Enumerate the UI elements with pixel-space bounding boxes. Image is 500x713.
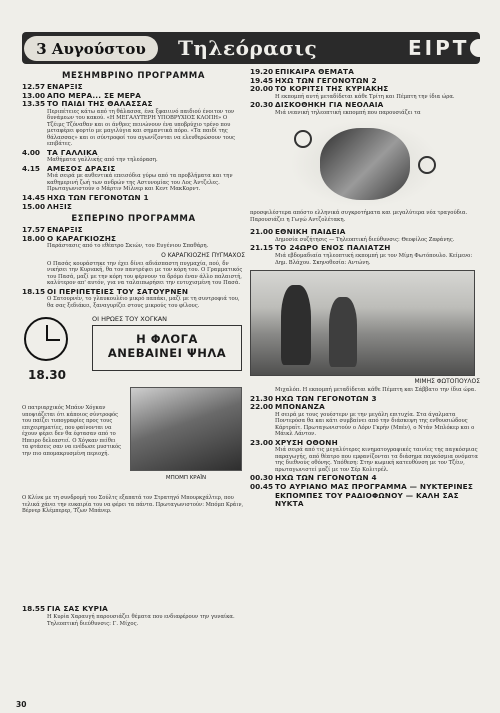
program-time: 19.45 — [250, 75, 274, 85]
program-title: ΑΠΟ ΜΕΡΑ... ΣΕ ΜΕΡΑ — [47, 90, 142, 100]
program-time: 13.35 — [22, 99, 46, 109]
program-desc: Ο Σατουρνέν, το γλαυκουλέιο μικρό παπάκι, μαζί με τη συντροφιά του, θα σας ξεδιάκει, ξαναγυρίζει στους μικρούς του φίλους. — [47, 296, 240, 309]
feature-story — [22, 383, 245, 603]
program-title: Ο ΚΑΡΑΓΚΙΟΖΗΣ — [47, 233, 117, 243]
program-entry — [22, 203, 245, 212]
program-title: ΧΡΥΣΗ ΟΘΟΝΗ — [275, 437, 338, 447]
program-entry — [250, 403, 480, 412]
midday-heading: ΜΕΣΗΜΒΡΙΝΟ ΠΡΟΓΡΑΜΜΑ — [61, 71, 206, 81]
program-title: ΓΙΑ ΣΑΣ ΚΥΡΙΑ — [47, 604, 108, 614]
actor-photo — [130, 387, 242, 471]
program-desc: Μιά σειρά με αυθεντικά επεισόδια γύρω από τα προβλήματα και την καθημερινή ζωή των ανδρών της Αστυνομίας του Λος Άντζελες. Πρωταγωνιστούν ο Μάρτιν Μίλνερ και Κεντ ΜακΚορντ. — [47, 173, 233, 193]
program-time: 18.55 — [22, 604, 46, 614]
program-time: 21.15 — [250, 243, 274, 253]
midday-list — [22, 83, 245, 211]
figure-silhouette — [281, 285, 311, 365]
page-number: 30 — [16, 700, 27, 709]
program-desc: Η εκπομπή αυτή μεταδίδεται κάθε Τρίτη και Πέμπτη την ίδια ώρα. — [275, 93, 455, 100]
program-title: ΕΘΝΙΚΗ ΠΑΙΔΕΙΑ — [275, 227, 346, 237]
program-time: 21.00 — [250, 227, 274, 237]
right-column — [250, 68, 480, 509]
program-time: 13.00 — [22, 90, 46, 100]
program-title: ΟΙ ΠΕΡΙΠΕΤΕΙΕΣ ΤΟΥ ΣΑΤΟΥΡΝΕΝ — [47, 286, 189, 296]
program-title: ΗΧΩ ΤΩΝ ΓΕΓΟΝΟΤΩΝ 3 — [275, 393, 377, 403]
program-time: 4.15 — [22, 163, 41, 173]
evening-heading: ΕΣΠΕΡΙΝΟ ΠΡΟΓΡΑΜΜΑ — [71, 214, 196, 225]
episode-title-line1: Η ΦΛΟΓΑ — [136, 332, 198, 347]
eirt-logo — [408, 36, 488, 60]
program-time: 00.45 — [250, 481, 274, 491]
tv-still-photo — [250, 270, 475, 376]
tv-photo-caption: ΜΙΜΗΣ ΦΩΤΟΠΟΥΛΟΣ — [414, 378, 480, 386]
program-time: 18.15 — [22, 286, 46, 296]
program-desc: Παράστασις από το εθέατρο Σκιών, του Ευγένιου Σπαθάρη. — [47, 243, 209, 250]
program-entry — [250, 228, 480, 237]
program-title: ΑΜΕΣΟΣ ΔΡΑΣΙΣ — [47, 163, 116, 173]
feature-banner — [22, 313, 245, 383]
left-column — [22, 68, 245, 628]
program-desc: Μαθήματα γαλλικής από την τηλεόραση. — [47, 157, 158, 164]
program-title: ΤΟ 24ΩΡΟ ΕΝΟΣ ΠΑΛΙΑΤΖΗ — [275, 243, 391, 253]
program-title: ΕΠΙΚΑΙΡΑ ΘΕΜΑΤΑ — [275, 67, 355, 76]
program-entry — [250, 483, 480, 509]
guitar-illustration — [290, 120, 440, 208]
episode-title-box — [92, 325, 242, 371]
logo-text: ΕΙΡΤ — [408, 36, 470, 60]
program-time: 17.57 — [22, 225, 46, 235]
date-label: 3 Αυγούστου — [24, 36, 158, 61]
series-label: ΟΙ ΗΡΩΕΣ ΤΟΥ ΧΟΓΚΑΝ — [92, 315, 168, 324]
figure-silhouette — [329, 297, 357, 367]
section-title: Τηλεόρασις — [178, 36, 318, 60]
photo-caption: ΜΠΟΜΠ ΚΡΑΪΝ — [165, 475, 207, 482]
guitar-player-icon — [320, 128, 410, 200]
program-title: ΕΝΑΡΞΙΣ — [47, 225, 83, 235]
program-entry — [22, 605, 245, 614]
program-desc: Η σειρά με τους γουέστερν με την μεγάλη επιτυχία. Στα άγαλματα Ποντερόσα θα και κάτι συμβαίνει από την διάσκεψη της ενθουσιώδους Κάρτραϊτ. Πρωταγωνιστούν ο Λόρν Γκρήν (Μπέν), ο Ντάν Μπλόκερ και ο Μάικλ Λάντον. — [275, 411, 475, 438]
program-desc: Μιά εβδομαδιαία τηλεοπτική εκπομπή με τον Μίμη Φωτόπουλο. Κείμενο: Δημ. Βλάχου. Σκηνοθεσία: Αντώνη. — [275, 253, 473, 266]
program-desc: Περιπέτειες κάτω από τη θάλασσα, ένα ξφαιιινό παιδιού ένοιτον τον δυνάμεων του κακού. «Η ΜΕΓΑΛΥΤΕΡΗ ΥΠΟΒΡΥΧΙΟΣ ΚΛΟΠΗ» Ο Τζέιμς Τζόναθαν και οι άνθρες πεινώνουν ένα υποβρύχιο τρένο που μεταφέρει φορτίο με μαγιλύγια και σημαντικά πόρο. «Τα παιδί της θάλασσας» και οι σύντροφοί του αγωνίζονται να ελευθερώσουν τους επιβάτες. — [47, 108, 236, 148]
star-icon — [294, 130, 312, 148]
program-desc: Μιά νεανική τηλεοπτική εκπομπή που παρουσιάζει τα — [275, 109, 421, 116]
story-text: Ο πατριαρχικός Μπάυν Χόγκαν υποψιάζεται ότι κάποιος σύντροφός του παίζει τυπογραφίες προς τους επιχειρηματίες, που φαίνονται να έχουν φέρει δεν θα έφτασαν από το Ηπειρο δελεαστεί. Ο Χόγκαν πείθει τα φτάσεις σαν να ενέδωσε μυστικός την πιο απομακρυσμένη περιοχή. — [22, 405, 121, 457]
karagiozis-subheading: Ο ΚΑΡΑΓΚΙΟΖΗΣ ΠΥΓΜΑΧΟΣ — [161, 251, 245, 259]
tv-photo-desc: Μιχαλόπ. Η εκπομπή μεταδίδεται κάθε Πέμπτη και Σάββατο την ίδια ώρα. — [275, 387, 477, 394]
program-time: 4.00 — [22, 147, 41, 157]
program-time: 12.57 — [22, 82, 46, 91]
episode-title-line2: ΑΝΕΒΑΙΝΕΙ ΨΗΛΑ — [107, 346, 227, 361]
program-time: 14.45 — [22, 192, 46, 202]
program-entry — [250, 244, 480, 253]
program-desc: Η Κυρία Χαραυγή παρουσιάζει θέματα που ενδιαφέρουν την γυναίκα. Τηλεοπτική διεύθυνσις: Γ. Μίχος. — [47, 614, 235, 627]
program-time: 18.00 — [22, 233, 46, 243]
program-time: 00.30 — [250, 473, 274, 483]
program-time: 19.20 — [250, 67, 274, 76]
program-title: ΛΗΞΙΣ — [47, 201, 73, 211]
program-title: ΤΟ ΠΑΙΔΙ ΤΗΣ ΘΑΛΑΣΣΑΣ — [47, 99, 153, 109]
illustration-desc: προσφιλέστερα απόστο ελληνικά συγκροτήματα και μεγαλύτερα νέα τραγούδια. Παρουσιάζει η Γωγώ Αντζολέτακη. — [250, 210, 468, 223]
program-entry — [250, 101, 480, 110]
program-title: ΗΧΩ ΤΩΝ ΓΕΓΟΝΟΤΩΝ 4 — [275, 473, 377, 483]
story-continuation: Ο Κλίνκ με τη συνδρομή του Σούλτς εξαπατά τον Στρατηγό Μπουρκχάλτερ, που τελικά χάνει την ευκαιρία του να φέρει τα πάντα. Πρωταγωνιστούν: Μπόμπ Κράιν, Βέρνερ Κλέμπερερ, Τζων Μπάνερ. — [22, 495, 244, 515]
program-time: 22.00 — [250, 402, 274, 412]
program-title: ΕΝΑΡΞΙΣ — [47, 82, 83, 91]
program-title: ΜΠΟΝΑΝΖΑ — [275, 402, 325, 412]
program-desc: Μιά σειρά από τις μεγαλύτερες κινηματογραφικές ταινίες της παγκόσμιας παραγωγής, από θέατρο που εμφανίζονται τα διάσημα παγκόσμια ονόματα της διεθνούς οθόνης. Υπόθεση: Στην κωμική κατευθύνση με τον Τζέιν, πρωταγωνιστεί μαζί με τον Σέρ Κολιτρέλ. — [275, 447, 478, 473]
karagiozis-desc: Ο Πασάς κουράστηκε την έχει δίνει αδιάσπαστη πυγμαχία, πού, δν νικήσει την Κυριακή, θα τον παντρέψει με τον κόρη του. Ο Γραμματικός του Πασά, μαζί με την κόρη του φέρνουν τα δρόμο έναν άλλο παλαιστή, καλύτερον απ' αυτόν, για να ταλαιπωρήσει την ευτυχισμένη του Πασά. — [47, 260, 243, 287]
program-title: ΔΙΣΚΟΘΗΚΗ ΓΙΑ ΝΕΟΛΑΙΑ — [275, 100, 384, 110]
feature-time: 18.30 — [28, 368, 66, 383]
program-title: ΗΧΩ ΤΩΝ ΓΕΓΟΝΟΤΩΝ 2 — [275, 75, 377, 85]
program-time: 20.30 — [250, 100, 274, 110]
program-time: 15.00 — [22, 201, 46, 211]
program-time: 21.30 — [250, 393, 274, 403]
program-time: 23.00 — [250, 437, 274, 447]
clock-icon — [24, 317, 68, 361]
program-title: ΗΧΩ ΤΩΝ ΓΕΓΟΝΟΤΩΝ 1 — [47, 192, 149, 202]
program-desc: Δημοσία συζήτησις — Τηλεοπτική διεύθυνσις: Θεοφίλος Ζαφάνης. — [275, 236, 455, 243]
program-title: ΤΟ ΚΟΡΙΤΣΙ ΤΗΣ ΚΥΡΙΑΚΗΣ — [275, 84, 389, 94]
program-entry — [22, 100, 245, 109]
program-entry — [250, 85, 480, 94]
star-icon — [418, 156, 436, 174]
logo-emblem-icon — [470, 39, 488, 57]
program-title: ΤΑ ΓΑΛΛΙΚΑ — [47, 147, 98, 157]
program-title: ΤΟ ΑΥΡΙΑΝΟ ΜΑΣ ΠΡΟΓΡΑΜΜΑ — ΝΥΚΤΕΡΙΝΕΣ ΕΚΠΟΜΠΕΣ ΤΟΥ ΡΑΔΙΟΦΩΝΟΥ — ΚΑΛΗ ΣΑΣ ΝΥΚΤΑ — [275, 481, 474, 509]
program-time: 20.00 — [250, 84, 274, 94]
